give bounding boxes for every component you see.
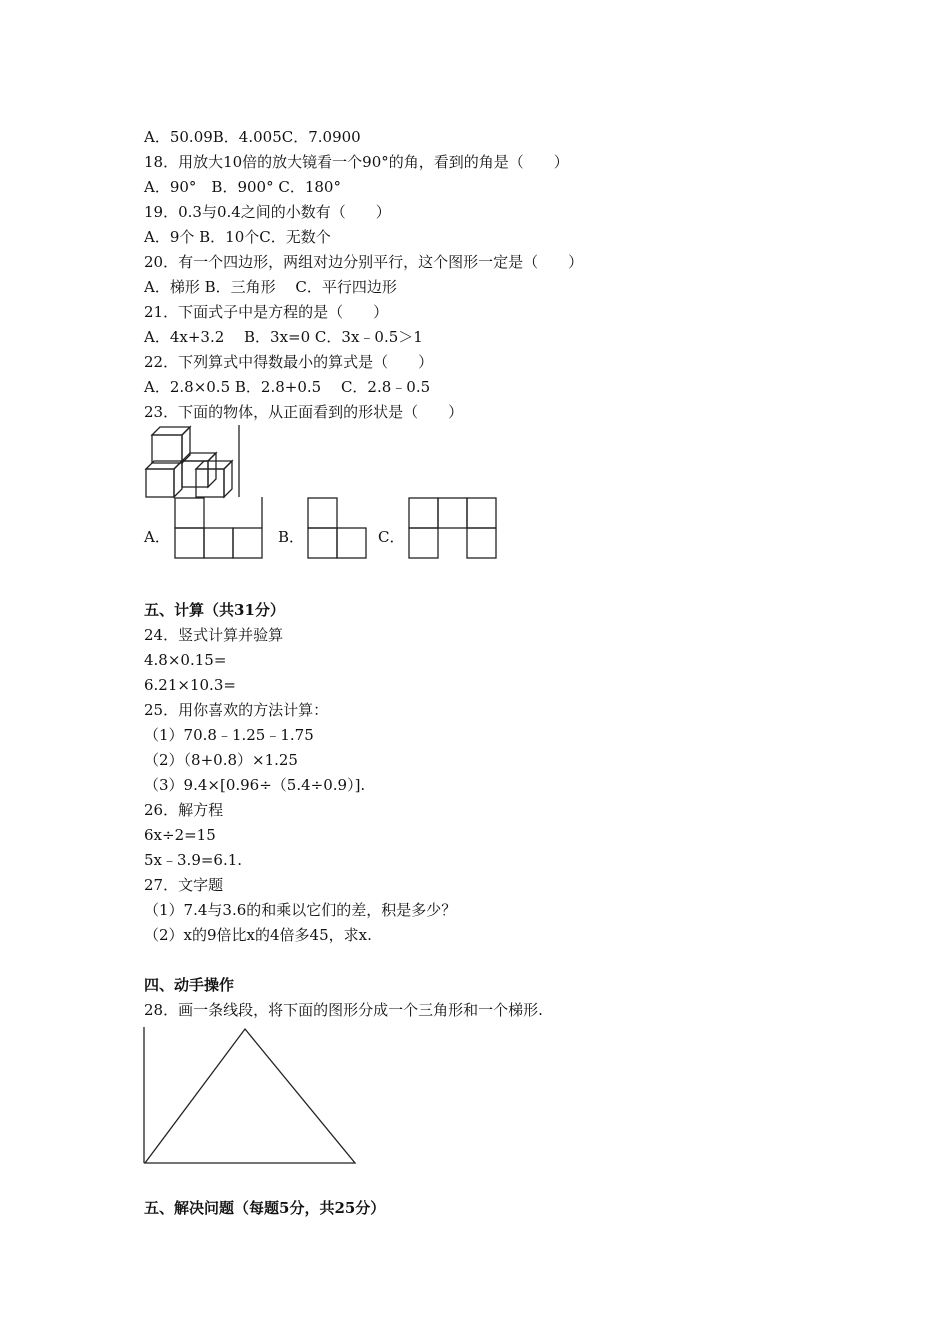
section-solve-heading: 五、解决问题（每题5分，共25分） bbox=[144, 1199, 386, 1217]
option-b-label: B． bbox=[278, 528, 305, 546]
q21-options: A．4x+3.2 B．3x=0 C．3x﹣0.5＞1 bbox=[144, 328, 423, 346]
q19-options: A．9个 B．10个C．无数个 bbox=[144, 228, 331, 246]
q25-expr-3: （3）9.4×[0.96÷（5.4÷0.9）]. bbox=[144, 776, 366, 794]
q22-question: 22．下列算式中得数最小的算式是（ ） bbox=[144, 353, 434, 371]
q22-options: A．2.8×0.5 B．2.8+0.5 C．2.8﹣0.5 bbox=[144, 378, 431, 396]
cube-stack-figure bbox=[144, 425, 244, 500]
q27-part-2: （2）x的9倍比x的4倍多45，求x. bbox=[144, 926, 372, 944]
option-c-label: C． bbox=[378, 528, 405, 546]
q18-question: 18．用放大10倍的放大镜看一个90°的角，看到的角是（ ） bbox=[144, 153, 569, 171]
q26-question: 26．解方程 bbox=[144, 801, 224, 819]
q20-options: A．梯形 B．三角形 C．平行四边形 bbox=[144, 278, 397, 296]
option-a-shape bbox=[174, 497, 266, 559]
q28-question: 28．画一条线段，将下面的图形分成一个三角形和一个梯形. bbox=[144, 1001, 543, 1019]
q21-question: 21．下面式子中是方程的是（ ） bbox=[144, 303, 389, 321]
q25-expr-1: （1）70.8﹣1.25﹣1.75 bbox=[144, 726, 314, 744]
q24-question: 24．竖式计算并验算 bbox=[144, 626, 284, 644]
section-calc-heading: 五、计算（共31分） bbox=[144, 601, 285, 619]
q20-question: 20．有一个四边形，两组对边分别平行，这个图形一定是（ ） bbox=[144, 253, 584, 271]
q26-equation-2: 5x﹣3.9=6.1. bbox=[144, 851, 243, 869]
q27-part-1: （1）7.4与3.6的和乘以它们的差，积是多少？ bbox=[144, 901, 457, 919]
q25-expr-2: （2）（8+0.8）×1.25 bbox=[144, 751, 298, 769]
option-b-shape bbox=[307, 497, 369, 559]
q24-expr-2: 6.21×10.3= bbox=[144, 676, 236, 694]
q25-question: 25．用你喜欢的方法计算： bbox=[144, 701, 329, 719]
q17-options: A．50.09B．4.005C．7.0900 bbox=[144, 128, 361, 146]
option-c-shape bbox=[408, 497, 500, 559]
section-handson-heading: 四、动手操作 bbox=[144, 976, 235, 994]
q26-equation-1: 6x÷2=15 bbox=[144, 826, 216, 844]
q24-expr-1: 4.8×0.15= bbox=[144, 651, 227, 669]
q27-question: 27．文字题 bbox=[144, 876, 224, 894]
option-a-label: A． bbox=[144, 528, 170, 546]
q19-question: 19．0.3与0.4之间的小数有（ ） bbox=[144, 203, 391, 221]
q18-options: A．90° B．900° C．180° bbox=[144, 178, 341, 196]
q23-question: 23．下面的物体，从正面看到的形状是（ ） bbox=[144, 403, 464, 421]
triangle-figure bbox=[143, 1027, 359, 1167]
